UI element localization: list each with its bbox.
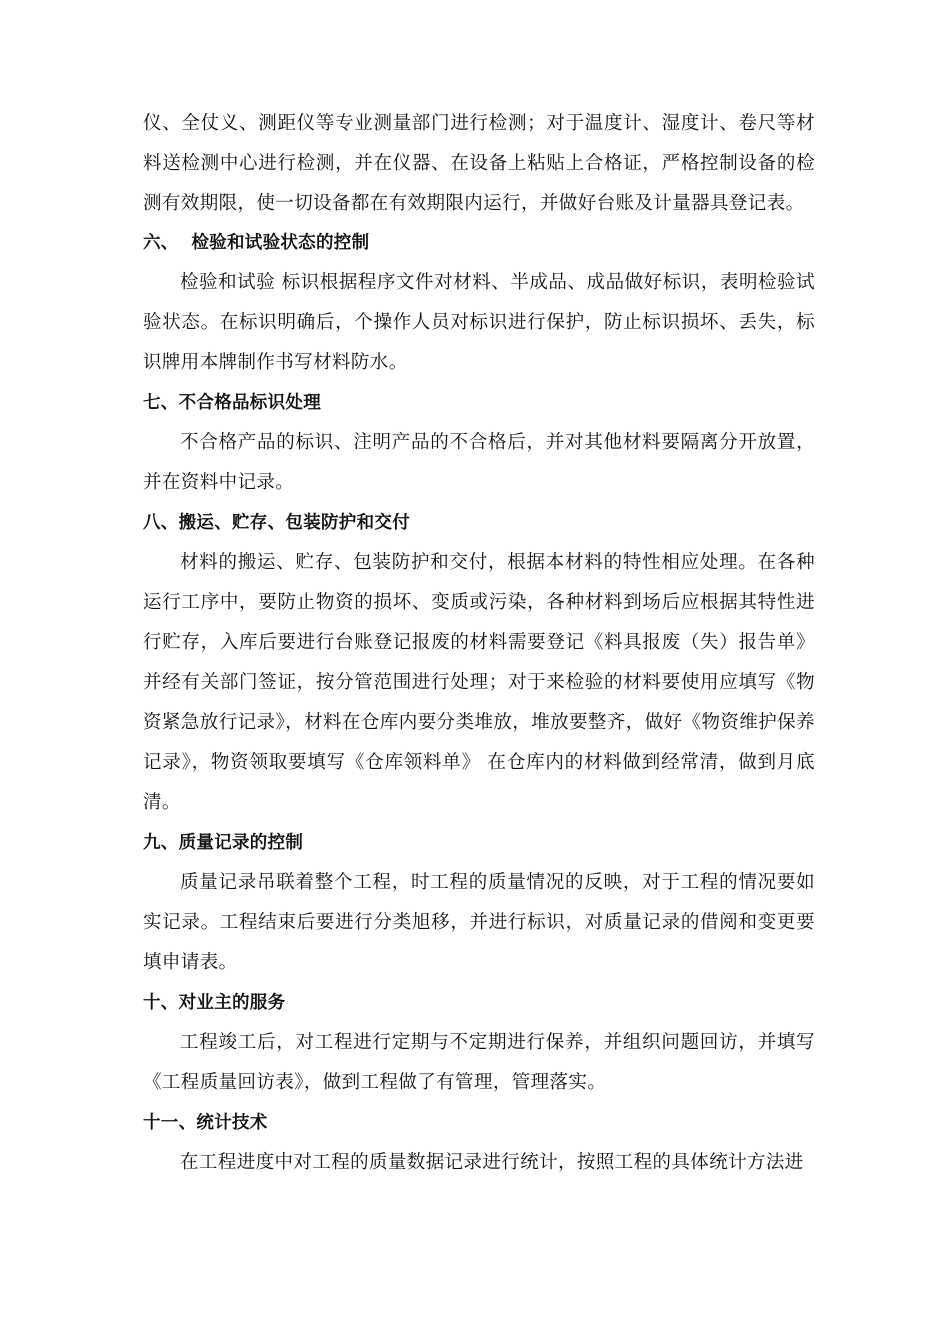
heading-quality-records-control: 九、质量记录的控制	[143, 833, 304, 853]
paragraph-handling-storage: 材料的搬运、贮存、包装防护和交付，根据本材料的特性相应处理。在各种运行工序中，要防止物资的损坏、变质或污染，各种材料到场后应根据其特性进行贮存，入库后要进行台账登记报废的材料需要登记《料具报废（失）报告单》并经有关部门签证，按分管范围进行处理；对于来检验的材料要使用应填写《物资紧急放行记录》，材料在仓库内要分类堆放，堆放要整齐，做好《物资维护保养记录》，物资领取要填写《仓库领料单》 在仓库内的材料做到经常清，做到月底清。	[143, 552, 815, 813]
paragraph-inspection-status: 检验和试验 标识根据程序文件对材料、半成品、成品做好标识，表明检验试验状态。在标识明确后，个操作人员对标识进行保护，防止标识损坏、丢失，标识牌用本牌制作书写材料防水。	[143, 272, 815, 373]
paragraph-quality-records: 质量记录吊联着整个工程，时工程的质量情况的反映，对于工程的情况要如实记录。工程结束后要进行分类旭移，并进行标识，对质量记录的借阅和变更要填申请表。	[143, 872, 815, 973]
heading-inspection-status-control: 六、 检验和试验状态的控制	[143, 233, 370, 253]
paragraph-nonconforming: 不合格产品的标识、注明产品的不合格后，并对其他材料要隔离分开放置，并在资料中记录。	[143, 432, 815, 493]
heading-handling-storage-delivery: 八、搬运、贮存、包装防护和交付	[143, 513, 410, 533]
paragraph-statistical-techniques: 在工程进度中对工程的质量数据记录进行统计，按照工程的具体统计方法进	[180, 1152, 804, 1173]
heading-nonconforming-marking: 七、不合格品标识处理	[143, 393, 321, 413]
paragraph-owner-service: 工程竣工后，对工程进行定期与不定期进行保养，并组织问题回访，并填写《工程质量回访表》，做到工程做了有管理，管理落实。	[143, 1032, 815, 1093]
heading-statistical-techniques: 十一、统计技术	[143, 1113, 268, 1133]
paragraph-calibration-continued: 仪、全仗义、测距仪等专业测量部门进行检测；对于温度计、湿度计、卷尺等材料送检测中心进行检测，并在仪器、在设备上粘贴上合格证，严格控制设备的检测有效期限，使一切设备都在有效期限内运行，并做好台账及计量器具登记表。	[143, 113, 815, 214]
heading-owner-service: 十、对业主的服务	[143, 993, 286, 1013]
